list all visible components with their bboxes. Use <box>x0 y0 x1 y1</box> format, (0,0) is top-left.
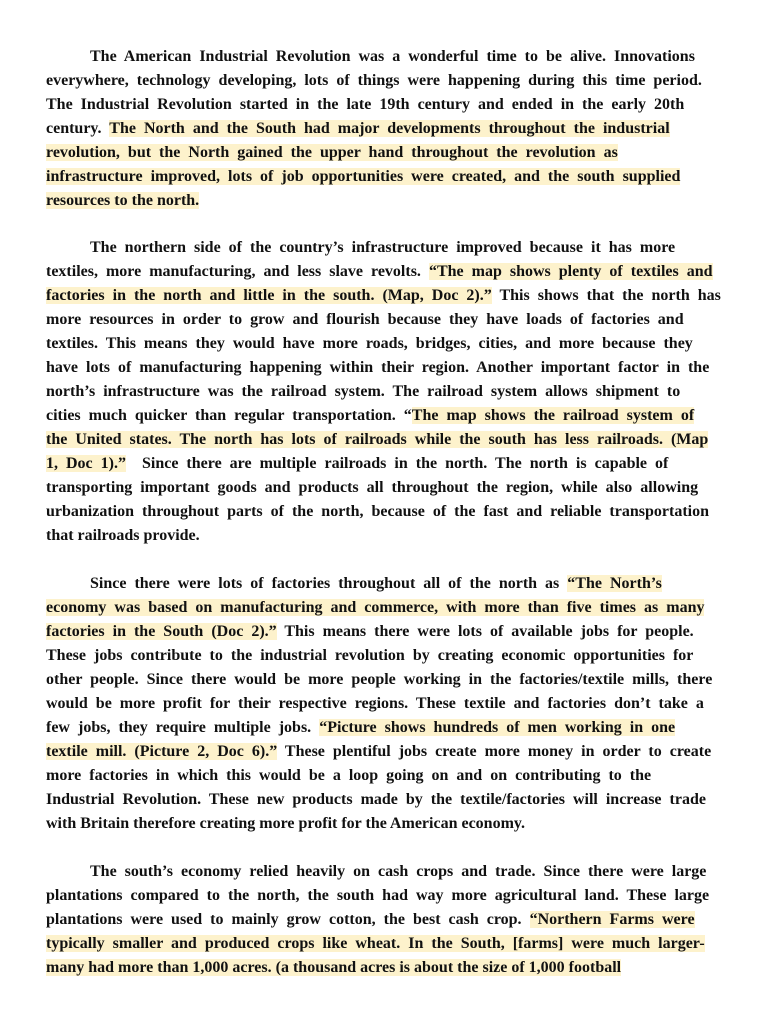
text-segment: transporting important goods and products all throughout the region, while also allowing <box>46 479 699 496</box>
text-line <box>46 476 698 500</box>
highlighted-text: factories in the South (Doc 2).” <box>46 623 277 640</box>
highlighted-text: “The map shows plenty of textiles and <box>428 263 713 280</box>
highlighted-text: The map shows the railroad system of <box>411 407 695 424</box>
text-line <box>46 93 684 117</box>
text-segment: other people. Since there would be more people working in the factories/textile mills, there <box>46 671 713 688</box>
text-segment: This shows that the north has <box>491 287 721 304</box>
text-segment: textiles. This means they would have more roads, bridges, cities, and more because they <box>46 335 693 352</box>
text-line <box>46 404 694 428</box>
highlighted-text: many had more than 1,000 acres. (a thousand acres is about the size of 1,000 football <box>46 959 622 976</box>
text-line <box>46 165 680 189</box>
text-line <box>46 908 695 932</box>
text-segment: textiles, more manufacturing, and less slave revolts. <box>46 263 429 280</box>
text-line <box>90 45 695 69</box>
text-line <box>46 668 712 692</box>
text-line <box>46 141 618 165</box>
text-line <box>46 716 675 740</box>
text-segment: These plentiful jobs create more money in order to create <box>277 743 712 760</box>
text-segment: plantations compared to the north, the south had way more agricultural land. These large <box>46 887 710 904</box>
text-segment: with Britain therefore creating more profit for the American economy. <box>46 815 526 832</box>
text-segment: These jobs contribute to the industrial revolution by creating economic opportunities for <box>46 647 694 664</box>
highlighted-text: “The North’s <box>567 575 662 592</box>
highlighted-text: “Picture shows hundreds of men working in one <box>319 719 676 736</box>
text-segment: few jobs, they require multiple jobs. <box>46 719 320 736</box>
text-line <box>46 308 684 332</box>
text-line <box>46 69 702 93</box>
text-line <box>46 956 621 980</box>
highlighted-text: “Northern Farms were <box>529 911 695 928</box>
highlighted-text: infrastructure improved, lots of job opportunities were created, and the south supplied <box>46 168 681 185</box>
text-line <box>46 452 668 476</box>
text-segment: Industrial Revolution. These new products made by the textile/factories will increase trade <box>46 791 706 808</box>
text-segment: would be more profit for their respective regions. These textile and factories don’t take a <box>46 695 704 712</box>
text-segment: century. <box>46 120 110 137</box>
text-segment: cities much quicker than regular transportation. “ <box>46 407 412 424</box>
highlighted-text: resources to the north. <box>46 192 200 209</box>
highlighted-text: The North and the South had major developments throughout the industrial <box>109 120 670 137</box>
text-line <box>46 356 709 380</box>
text-segment: Since there were lots of factories throughout all of the north as <box>90 575 568 592</box>
text-segment: that railroads provide. <box>46 527 200 544</box>
text-line <box>46 500 709 524</box>
text-segment: urbanization throughout parts of the north, because of the fast and reliable transportation <box>46 503 709 520</box>
text-line <box>46 692 704 716</box>
text-line <box>46 380 680 404</box>
text-segment: This means there were lots of available jobs for people. <box>276 623 694 640</box>
highlighted-text: textile mill. (Picture 2, Doc 6).” <box>46 743 278 760</box>
text-line <box>46 620 694 644</box>
highlighted-text: revolution, but the North gained the upper hand throughout the revolution as <box>46 144 618 161</box>
text-line <box>90 236 675 260</box>
text-line <box>46 260 713 284</box>
text-line <box>46 812 525 836</box>
highlighted-text: the United states. The north has lots of railroads while the south has less railroads. (Map <box>46 431 709 448</box>
text-segment: more resources in order to grow and flourish because they have loads of factories and <box>46 311 684 328</box>
text-line <box>90 572 662 596</box>
text-line <box>46 524 200 548</box>
text-line <box>46 644 693 668</box>
highlighted-text: typically smaller and produced crops like wheat. In the South, [farms] were much larger- <box>46 935 705 952</box>
highlighted-text: economy was based on manufacturing and commerce, with more than five times as many <box>46 599 705 616</box>
text-segment: The Industrial Revolution started in the late 19th century and ended in the early 20th <box>46 96 685 113</box>
text-line <box>46 884 709 908</box>
text-segment: have lots of manufacturing happening within their region. Another important factor in the <box>46 359 710 376</box>
highlighted-text: 1, Doc 1).” <box>46 455 126 472</box>
text-line <box>46 189 199 213</box>
text-line <box>46 284 721 308</box>
highlighted-text: factories in the north and little in the south. (Map, Doc 2).” <box>46 287 492 304</box>
text-line <box>90 860 706 884</box>
text-segment: The south’s economy relied heavily on cash crops and trade. Since there were large <box>90 863 707 880</box>
text-segment: The American Industrial Revolution was a wonderful time to be alive. Innovations <box>90 48 695 65</box>
text-line <box>46 764 651 788</box>
text-line <box>46 788 706 812</box>
text-line <box>46 428 708 452</box>
text-segment: more factories in which this would be a loop going on and on contributing to the <box>46 767 652 784</box>
text-segment: plantations were used to mainly grow cotton, the best cash crop. <box>46 911 530 928</box>
text-line <box>46 117 670 141</box>
text-segment: Since there are multiple railroads in the north. The north is capable of <box>125 455 669 472</box>
text-line <box>46 332 693 356</box>
text-segment: The northern side of the country’s infrastructure improved because it has more <box>90 239 676 256</box>
text-line <box>46 932 705 956</box>
text-segment: north’s infrastructure was the railroad system. The railroad system allows shipment to <box>46 383 681 400</box>
text-line <box>46 740 711 764</box>
text-segment: everywhere, technology developing, lots of things were happening during this time period. <box>46 72 702 89</box>
text-line <box>46 596 704 620</box>
